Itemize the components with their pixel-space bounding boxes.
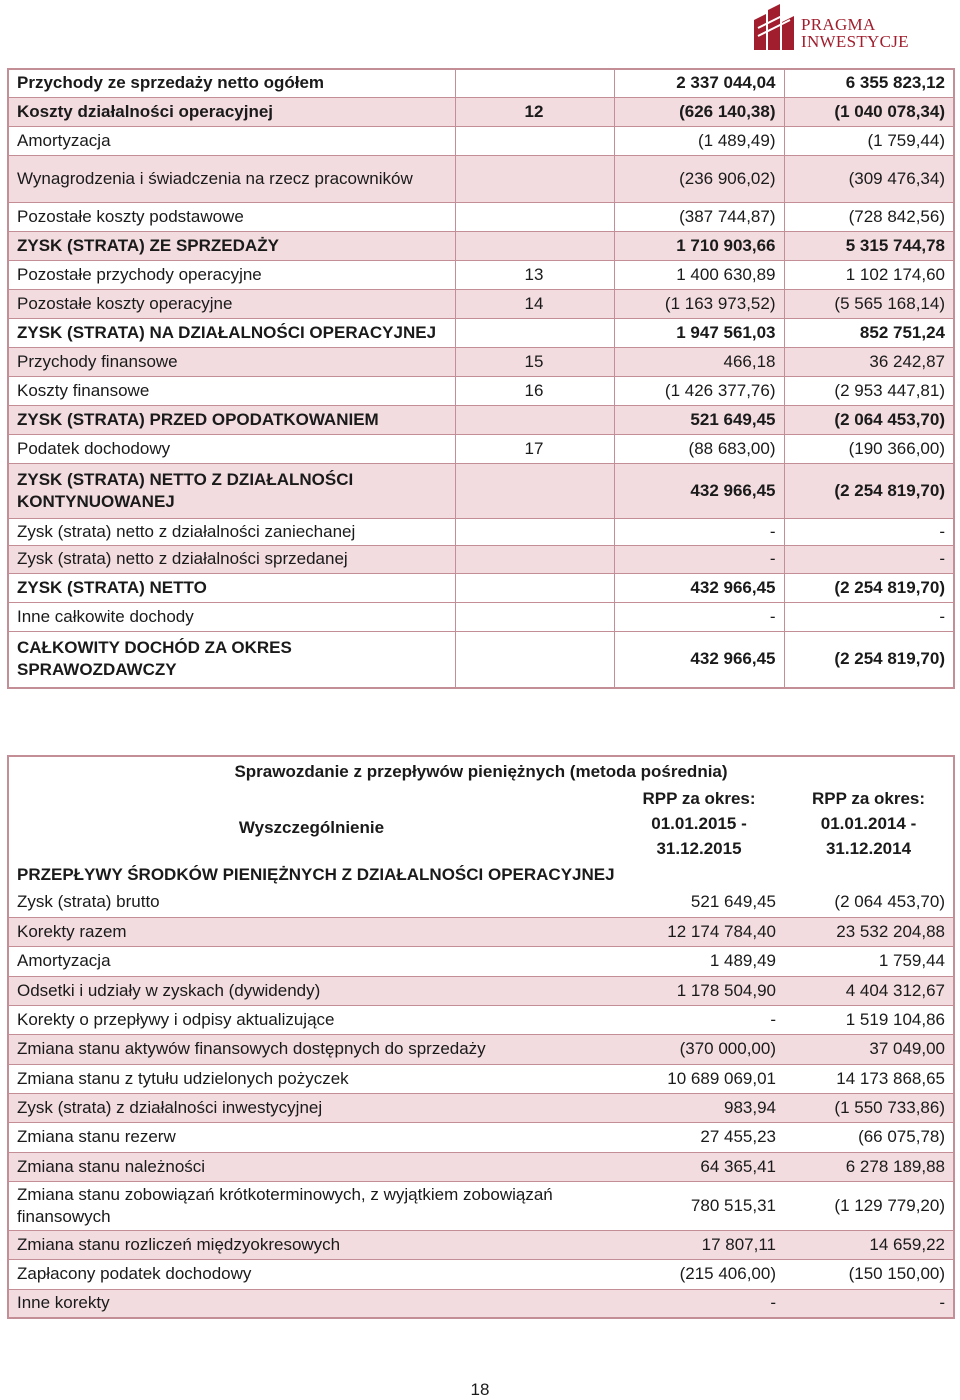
cash-flow-table bbox=[7, 755, 955, 1319]
table-row bbox=[8, 69, 954, 97]
row-label: Koszty finansowe bbox=[8, 376, 455, 405]
table-row bbox=[8, 463, 954, 518]
row-value-2014: - bbox=[784, 518, 954, 545]
row-value-2014: 14 173 868,65 bbox=[784, 1064, 954, 1093]
row-value-2015: 64 365,41 bbox=[614, 1152, 784, 1181]
table-row bbox=[8, 347, 954, 376]
row-label: Zysk (strata) netto z działalności sprzedanej bbox=[8, 545, 455, 573]
row-value-2015: - bbox=[614, 1005, 784, 1034]
row-value-2015: 780 515,31 bbox=[614, 1181, 784, 1230]
row-value-2014: 6 278 189,88 bbox=[784, 1152, 954, 1181]
row-value-2015: (215 406,00) bbox=[614, 1259, 784, 1289]
page-number: 18 bbox=[470, 1380, 490, 1399]
row-label: Przychody finansowe bbox=[8, 347, 455, 376]
row-value-2014: (2 254 819,70) bbox=[784, 573, 954, 602]
row-value-2014: 4 404 312,67 bbox=[784, 976, 954, 1005]
row-value-2015: (1 426 377,76) bbox=[614, 376, 784, 405]
table-row bbox=[8, 545, 954, 573]
row-value-2015: 1 947 561,03 bbox=[614, 318, 784, 347]
row-label: Przychody ze sprzedaży netto ogółem bbox=[8, 69, 455, 97]
row-value-2015: 2 337 044,04 bbox=[614, 69, 784, 97]
row-label: ZYSK (STRATA) NETTO Z DZIAŁALNOŚCI KONTYNUOWANEJ bbox=[8, 463, 455, 518]
row-note bbox=[455, 573, 614, 602]
row-note: 15 bbox=[455, 347, 614, 376]
row-label: Odsetki i udziały w zyskach (dywidendy) bbox=[8, 976, 614, 1005]
table-row bbox=[8, 573, 954, 602]
row-value-2015: (370 000,00) bbox=[614, 1034, 784, 1064]
table-row bbox=[8, 1181, 954, 1230]
row-label: Pozostałe koszty operacyjne bbox=[8, 289, 455, 318]
row-value-2015: 17 807,11 bbox=[614, 1230, 784, 1259]
row-note bbox=[455, 318, 614, 347]
table-row bbox=[8, 155, 954, 202]
table-row bbox=[8, 376, 954, 405]
column-header-2014: RPP za okres: 01.01.2014 - 31.12.2014 bbox=[784, 786, 954, 861]
row-value-2014: - bbox=[784, 602, 954, 631]
row-value-2015: (387 744,87) bbox=[614, 202, 784, 231]
row-label: Zysk (strata) z działalności inwestycyjnej bbox=[8, 1093, 614, 1122]
row-value-2015: (1 163 973,52) bbox=[614, 289, 784, 318]
row-label: Korekty o przepływy i odpisy aktualizujące bbox=[8, 1005, 614, 1034]
row-value-2015: - bbox=[614, 1289, 784, 1318]
cash-flow-title: Sprawozdanie z przepływów pieniężnych (metoda pośrednia) bbox=[8, 756, 954, 786]
row-value-2014: 5 315 744,78 bbox=[784, 231, 954, 260]
table-row bbox=[8, 976, 954, 1005]
column-header-label: Wyszczególnienie bbox=[8, 786, 614, 861]
table-row bbox=[8, 602, 954, 631]
row-note bbox=[455, 518, 614, 545]
row-value-2014: - bbox=[784, 545, 954, 573]
table-row bbox=[8, 631, 954, 688]
pragma-logo-icon bbox=[752, 2, 796, 52]
row-value-2014: 14 659,22 bbox=[784, 1230, 954, 1259]
row-value-2014: (5 565 168,14) bbox=[784, 289, 954, 318]
row-value-2014: (1 040 078,34) bbox=[784, 97, 954, 126]
row-label: Pozostałe koszty podstawowe bbox=[8, 202, 455, 231]
row-value-2014: (2 953 447,81) bbox=[784, 376, 954, 405]
table-row bbox=[8, 405, 954, 434]
income-statement-table bbox=[7, 68, 955, 689]
section-heading: PRZEPŁYWY ŚRODKÓW PIENIĘŻNYCH Z DZIAŁALNOŚCI OPERACYJNEJ bbox=[8, 861, 954, 888]
row-value-2014: - bbox=[784, 1289, 954, 1318]
row-label: ZYSK (STRATA) NA DZIAŁALNOŚCI OPERACYJNEJ bbox=[8, 318, 455, 347]
row-value-2015: 521 649,45 bbox=[614, 405, 784, 434]
row-note bbox=[455, 126, 614, 155]
table-row bbox=[8, 518, 954, 545]
row-label: ZYSK (STRATA) ZE SPRZEDAŻY bbox=[8, 231, 455, 260]
row-value-2015: 432 966,45 bbox=[614, 573, 784, 602]
row-value-2015: 10 689 069,01 bbox=[614, 1064, 784, 1093]
row-value-2015: (236 906,02) bbox=[614, 155, 784, 202]
row-label: Zysk (strata) netto z działalności zaniechanej bbox=[8, 518, 455, 545]
row-label: Wynagrodzenia i świadczenia na rzecz pracowników bbox=[8, 155, 455, 202]
row-note bbox=[455, 69, 614, 97]
logo-line-2: INWESTYCJE bbox=[801, 32, 909, 51]
row-label: Amortyzacja bbox=[8, 946, 614, 976]
row-value-2015: - bbox=[614, 545, 784, 573]
row-note bbox=[455, 231, 614, 260]
row-value-2014: 6 355 823,12 bbox=[784, 69, 954, 97]
table-row bbox=[8, 1122, 954, 1152]
row-note: 13 bbox=[455, 260, 614, 289]
table-row bbox=[8, 1005, 954, 1034]
table-row bbox=[8, 97, 954, 126]
row-value-2014: (2 254 819,70) bbox=[784, 463, 954, 518]
row-label: CAŁKOWITY DOCHÓD ZA OKRES SPRAWOZDAWCZY bbox=[8, 631, 455, 688]
row-value-2015: 1 710 903,66 bbox=[614, 231, 784, 260]
row-value-2015: 521 649,45 bbox=[614, 888, 784, 917]
logo-line-1: PRAGMA bbox=[801, 15, 876, 34]
row-value-2015: 432 966,45 bbox=[614, 631, 784, 688]
row-note bbox=[455, 405, 614, 434]
row-value-2014: (2 254 819,70) bbox=[784, 631, 954, 688]
table-row bbox=[8, 1064, 954, 1093]
row-value-2014: (2 064 453,70) bbox=[784, 888, 954, 917]
row-note: 17 bbox=[455, 434, 614, 463]
row-note bbox=[455, 463, 614, 518]
table-row bbox=[8, 946, 954, 976]
table-row bbox=[8, 260, 954, 289]
row-label: Inne korekty bbox=[8, 1289, 614, 1318]
row-label: Amortyzacja bbox=[8, 126, 455, 155]
table-row bbox=[8, 1289, 954, 1318]
row-label: Zmiana stanu zobowiązań krótkoterminowych, z wyjątkiem zobowiązań finansowych bbox=[8, 1181, 614, 1230]
row-label: Koszty działalności operacyjnej bbox=[8, 97, 455, 126]
row-value-2014: 1 102 174,60 bbox=[784, 260, 954, 289]
row-value-2014: (309 476,34) bbox=[784, 155, 954, 202]
row-value-2015: - bbox=[614, 602, 784, 631]
table-row bbox=[8, 1093, 954, 1122]
table-row bbox=[8, 1230, 954, 1259]
table-row bbox=[8, 202, 954, 231]
row-value-2014: (1 129 779,20) bbox=[784, 1181, 954, 1230]
table-row bbox=[8, 231, 954, 260]
row-label: Zapłacony podatek dochodowy bbox=[8, 1259, 614, 1289]
table-row bbox=[8, 434, 954, 463]
row-value-2015: 432 966,45 bbox=[614, 463, 784, 518]
row-value-2015: (626 140,38) bbox=[614, 97, 784, 126]
logo-text bbox=[801, 16, 909, 50]
row-value-2015: (88 683,00) bbox=[614, 434, 784, 463]
row-value-2014: (150 150,00) bbox=[784, 1259, 954, 1289]
row-value-2014: 1 519 104,86 bbox=[784, 1005, 954, 1034]
row-label: Zmiana stanu rozliczeń międzyokresowych bbox=[8, 1230, 614, 1259]
row-value-2014: (190 366,00) bbox=[784, 434, 954, 463]
row-label: Podatek dochodowy bbox=[8, 434, 455, 463]
row-value-2015: 983,94 bbox=[614, 1093, 784, 1122]
row-value-2015: (1 489,49) bbox=[614, 126, 784, 155]
row-value-2014: 1 759,44 bbox=[784, 946, 954, 976]
row-note: 14 bbox=[455, 289, 614, 318]
row-note bbox=[455, 602, 614, 631]
row-note bbox=[455, 202, 614, 231]
row-label: Inne całkowite dochody bbox=[8, 602, 455, 631]
row-value-2015: 1 178 504,90 bbox=[614, 976, 784, 1005]
table-row bbox=[8, 318, 954, 347]
row-note bbox=[455, 545, 614, 573]
row-value-2014: 37 049,00 bbox=[784, 1034, 954, 1064]
column-header-2015: RPP za okres: 01.01.2015 - 31.12.2015 bbox=[614, 786, 784, 861]
row-value-2014: 23 532 204,88 bbox=[784, 917, 954, 946]
row-note: 12 bbox=[455, 97, 614, 126]
row-value-2015: 12 174 784,40 bbox=[614, 917, 784, 946]
table-row bbox=[8, 126, 954, 155]
row-value-2015: 1 489,49 bbox=[614, 946, 784, 976]
company-logo bbox=[752, 2, 912, 54]
row-note: 16 bbox=[455, 376, 614, 405]
row-value-2014: 36 242,87 bbox=[784, 347, 954, 376]
row-value-2015: 1 400 630,89 bbox=[614, 260, 784, 289]
table-row bbox=[8, 1034, 954, 1064]
row-note bbox=[455, 631, 614, 688]
row-value-2014: (1 550 733,86) bbox=[784, 1093, 954, 1122]
row-label: Zysk (strata) brutto bbox=[8, 888, 614, 917]
row-label: Zmiana stanu z tytułu udzielonych pożyczek bbox=[8, 1064, 614, 1093]
table-row bbox=[8, 888, 954, 917]
row-label: Pozostałe przychody operacyjne bbox=[8, 260, 455, 289]
row-label: ZYSK (STRATA) PRZED OPODATKOWANIEM bbox=[8, 405, 455, 434]
row-label: Zmiana stanu aktywów finansowych dostępnych do sprzedaży bbox=[8, 1034, 614, 1064]
row-value-2014: (1 759,44) bbox=[784, 126, 954, 155]
row-label: Zmiana stanu należności bbox=[8, 1152, 614, 1181]
row-value-2015: 466,18 bbox=[614, 347, 784, 376]
table-row bbox=[8, 289, 954, 318]
row-value-2014: (728 842,56) bbox=[784, 202, 954, 231]
row-value-2014: (2 064 453,70) bbox=[784, 405, 954, 434]
row-value-2015: - bbox=[614, 518, 784, 545]
row-value-2015: 27 455,23 bbox=[614, 1122, 784, 1152]
row-label: Korekty razem bbox=[8, 917, 614, 946]
table-row bbox=[8, 1152, 954, 1181]
row-label: ZYSK (STRATA) NETTO bbox=[8, 573, 455, 602]
table-row bbox=[8, 917, 954, 946]
row-note bbox=[455, 155, 614, 202]
table-row bbox=[8, 1259, 954, 1289]
row-label: Zmiana stanu rezerw bbox=[8, 1122, 614, 1152]
row-value-2014: 852 751,24 bbox=[784, 318, 954, 347]
row-value-2014: (66 075,78) bbox=[784, 1122, 954, 1152]
